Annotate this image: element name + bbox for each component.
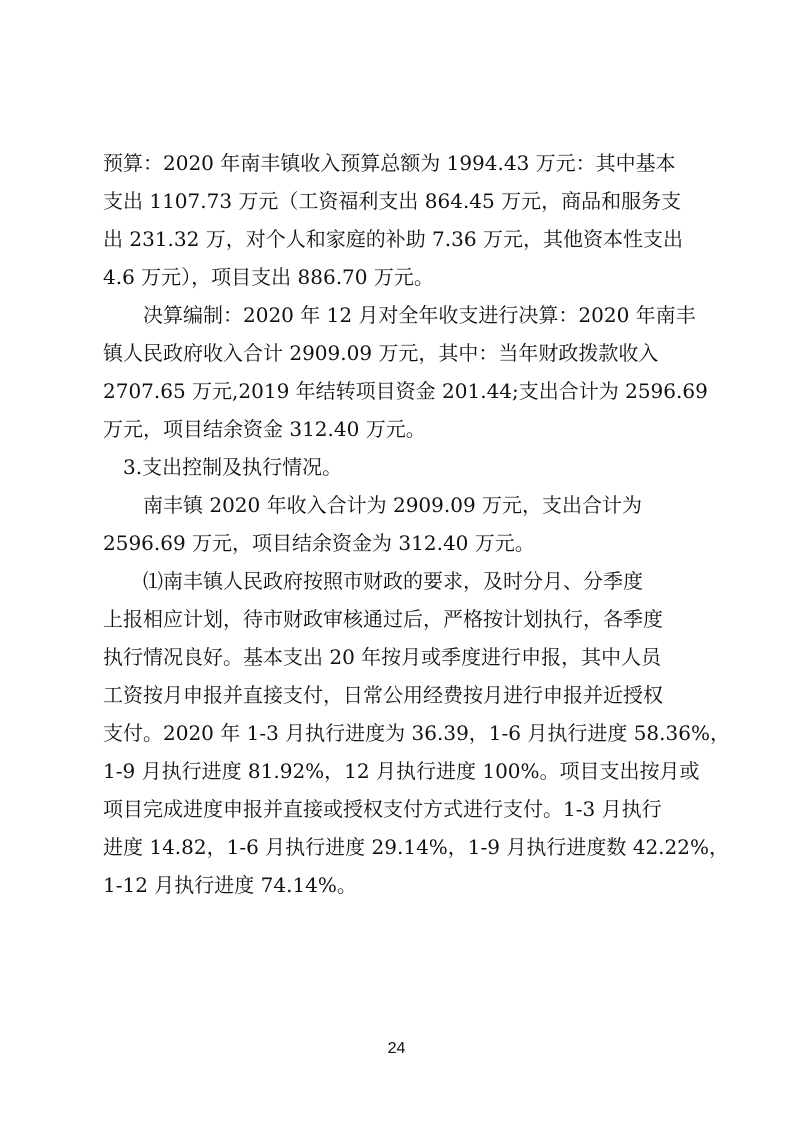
text-line [103, 524, 691, 562]
text-line [103, 752, 700, 790]
text-line [103, 486, 691, 524]
paragraph-final-accounts [103, 296, 708, 448]
line-text: 1-9 月执行进度 81.92%，12 月执行进度 100%。项目支出按月或 [103, 759, 700, 783]
text-line [103, 714, 730, 752]
text-line [103, 296, 696, 334]
text-line [103, 676, 691, 714]
line-text: 决算编制：2020 年 12 月对全年收支进行决算：2020 年南丰 [143, 303, 696, 327]
line-text: 1-12 月执行进度 74.14%。 [103, 873, 357, 897]
text-line [103, 144, 691, 182]
paragraph-execution [103, 562, 730, 904]
line-text: 上报相应计划，待市财政审核通过后，严格按计划执行，各季度 [103, 607, 663, 631]
line-text: 4.6 万元），项目支出 886.70 万元。 [103, 265, 434, 289]
heading-text: 3.支出控制及执行情况。 [123, 455, 343, 479]
line-text: 进度 14.82，1-6 月执行进度 29.14%，1-9 月执行进度数 42.22%， [103, 835, 729, 859]
line-text: 2596.69 万元，项目结余资金为 312.40 万元。 [103, 531, 535, 555]
text-line [103, 562, 691, 600]
line-text: 南丰镇 2020 年收入合计为 2909.09 万元，支出合计为 [143, 493, 643, 517]
text-line [103, 334, 691, 372]
line-text: 执行情况良好。基本支出 20 年按月或季度进行申报，其中人员 [103, 645, 662, 669]
line-text: 支付。2020 年 1-3 月执行进度为 36.39，1-6 月执行进度 58.36%， [103, 721, 730, 745]
text-line [103, 258, 691, 296]
text-line [103, 372, 708, 410]
line-text: 出 231.32 万，对个人和家庭的补助 7.36 万元，其他资本性支出 [103, 227, 683, 251]
document-body [103, 144, 730, 904]
section-heading [103, 448, 691, 486]
line-text: 预算：2020 年南丰镇收入预算总额为 1994.43 万元：其中基本 [103, 151, 676, 175]
paragraph-budget [103, 144, 691, 296]
line-text: 支出 1107.73 万元（工资福利支出 864.45 万元，商品和服务支 [103, 189, 682, 213]
line-text: 2707.65 万元,2019 年结转项目资金 201.44;支出合计为 2596.69 [103, 379, 708, 403]
paragraph-summary [103, 486, 691, 562]
text-line [103, 866, 691, 904]
text-line [103, 448, 691, 486]
line-text: 万元，项目结余资金 312.40 万元。 [103, 417, 426, 441]
text-line [103, 828, 729, 866]
page-number: 24 [387, 1040, 406, 1057]
text-line [103, 638, 691, 676]
text-line [103, 410, 691, 448]
line-text: 镇人民政府收入合计 2909.09 万元，其中：当年财政拨款收入 [103, 341, 659, 365]
text-line [103, 182, 691, 220]
line-text: 项目完成进度申报并直接或授权支付方式进行支付。1-3 月执行 [103, 797, 662, 821]
line-text: 工资按月申报并直接支付，日常公用经费按月进行申报并近授权 [103, 683, 663, 707]
text-line [103, 600, 691, 638]
line-text: ⑴南丰镇人民政府按照市财政的要求，及时分月、分季度 [143, 569, 643, 593]
text-line [103, 790, 691, 828]
text-line [103, 220, 691, 258]
